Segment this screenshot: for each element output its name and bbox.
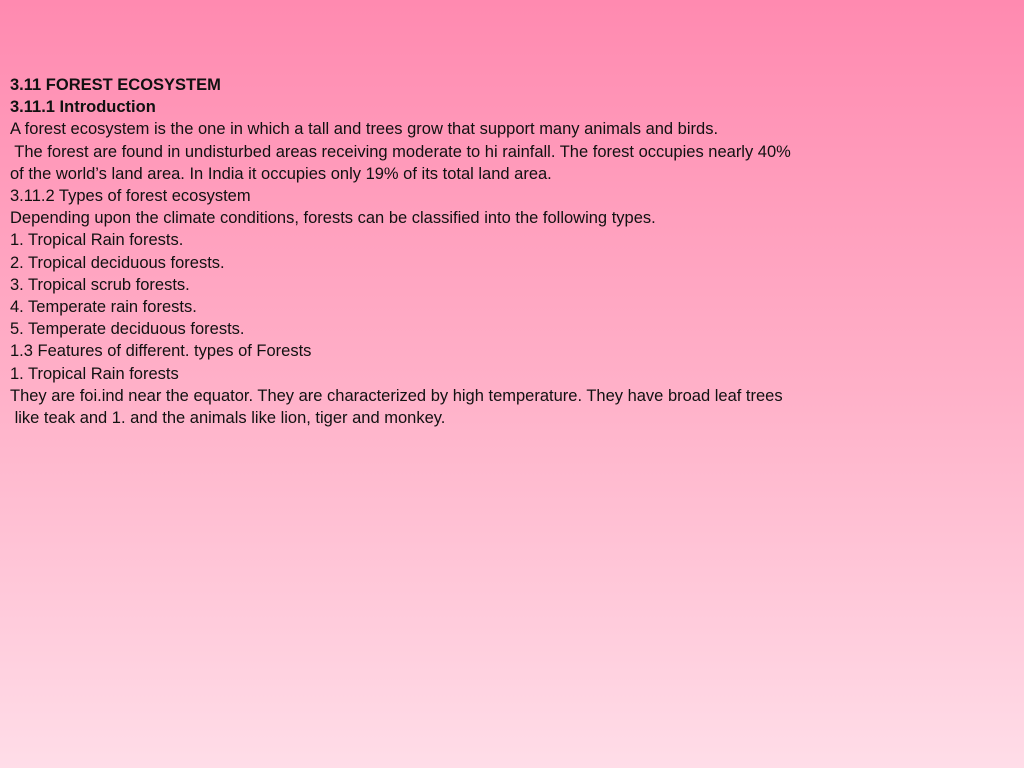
intro-line-3: of the world’s land area. In India it occupies only 19% of its total land area. [10, 164, 552, 183]
introduction-heading: 3.11.1 Introduction [10, 98, 156, 117]
intro-line-2: The forest are found in undisturbed areas receiving moderate to hi rainfall. The forest occupies nearly 40% [10, 142, 791, 161]
feature-item-title: 1. Tropical Rain forests [10, 364, 179, 383]
forest-type-item: 1. Tropical Rain forests. [10, 231, 184, 250]
forest-type-item: 2. Tropical deciduous forests. [10, 253, 225, 272]
types-intro: Depending upon the climate conditions, forests can be classified into the following types. [10, 209, 656, 228]
slide-text-body [10, 74, 1010, 429]
features-heading: 1.3 Features of different. types of Forests [10, 342, 312, 361]
feature-line-2: like teak and 1. and the animals like lion, tiger and monkey. [10, 409, 446, 428]
forest-type-item: 3. Tropical scrub forests. [10, 275, 190, 294]
section-heading: 3.11 FOREST ECOSYSTEM [10, 76, 221, 94]
forest-type-item: 5. Temperate deciduous forests. [10, 320, 245, 339]
types-heading: 3.11.2 Types of forest ecosystem [10, 187, 251, 206]
intro-line-1: A forest ecosystem is the one in which a tall and trees grow that support many animals and birds. [10, 120, 719, 139]
feature-line-1: They are foi.ind near the equator. They are characterized by high temperature. They have broad leaf trees [10, 386, 783, 405]
forest-type-item: 4. Temperate rain forests. [10, 298, 197, 317]
